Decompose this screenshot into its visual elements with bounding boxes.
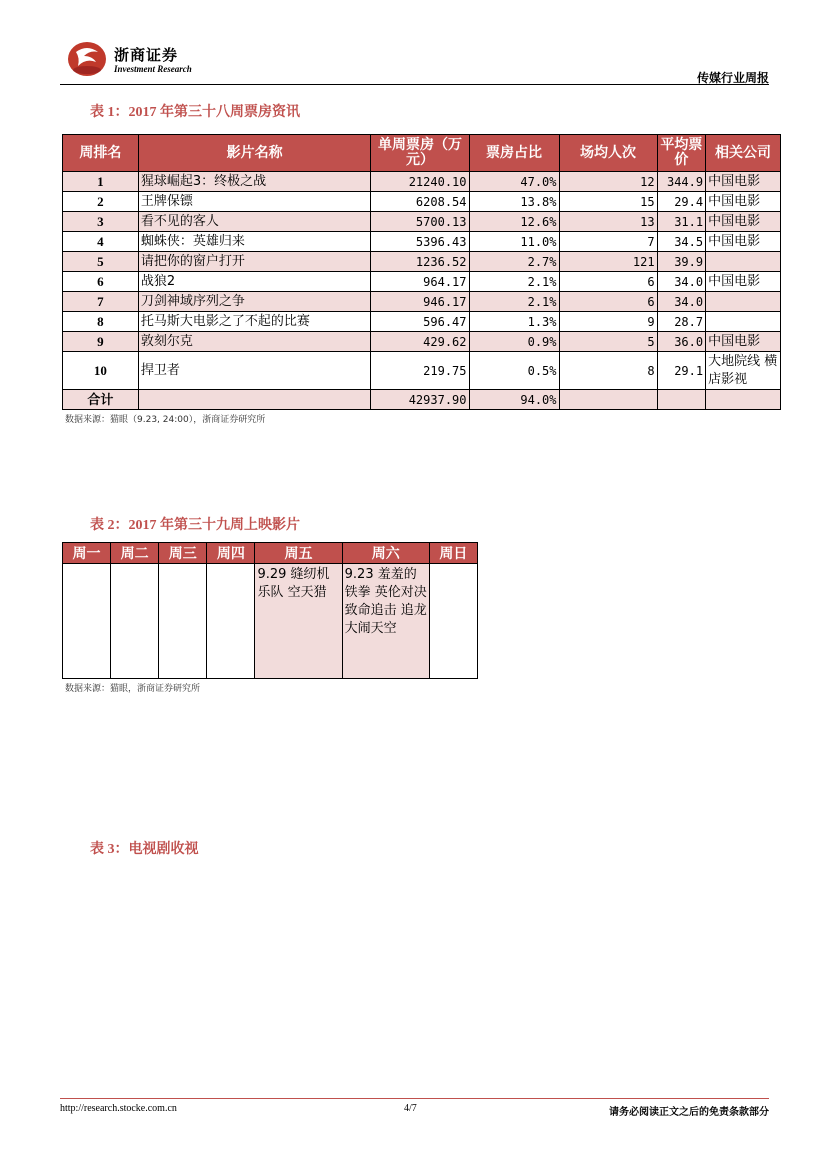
col-header-thu: 周四 — [207, 543, 255, 564]
cell-avg-price: 29.4 — [657, 192, 706, 212]
cell-avg-price: 31.1 — [657, 212, 706, 232]
cell-sat: 9.23 羞羞的铁拳 英伦对决 致命追击 追龙 大闹天空 — [342, 564, 429, 679]
cell-share: 2.7% — [469, 252, 559, 272]
cell-weekly-box: 946.17 — [371, 292, 469, 312]
col-header-company: 相关公司 — [706, 135, 781, 172]
cell-avg-people: 6 — [559, 272, 657, 292]
footer-rule — [60, 1098, 769, 1099]
cell-avg-people: 8 — [559, 352, 657, 390]
table2-source: 数据来源：猫眼，浙商证券研究所 — [65, 684, 201, 694]
cell-film: 蜘蛛侠：英雄归来 — [138, 232, 371, 252]
table-row — [63, 252, 781, 272]
cell-empty — [706, 390, 781, 410]
cell-film: 看不见的客人 — [138, 212, 371, 232]
cell-weekly-box: 219.75 — [371, 352, 469, 390]
col-header-wed: 周三 — [159, 543, 207, 564]
cell-share: 1.3% — [469, 312, 559, 332]
cell-avg-price: 34.0 — [657, 292, 706, 312]
table-row — [63, 272, 781, 292]
cell-share: 0.5% — [469, 352, 559, 390]
cell-film: 托马斯大电影之了不起的比赛 — [138, 312, 371, 332]
cell-avg-people: 12 — [559, 172, 657, 192]
cell-avg-people: 15 — [559, 192, 657, 212]
cell-film: 猩球崛起3：终极之战 — [138, 172, 371, 192]
col-header-sat: 周六 — [342, 543, 429, 564]
col-header-sun: 周日 — [429, 543, 477, 564]
table-row — [63, 352, 781, 390]
col-header-share: 票房占比 — [469, 135, 559, 172]
cell-film: 王牌保镖 — [138, 192, 371, 212]
table1-source: 数据来源：猫眼（9.23, 24:00），浙商证券研究所 — [65, 415, 266, 425]
cell-avg-price: 34.5 — [657, 232, 706, 252]
cell-empty — [138, 390, 371, 410]
cell-company — [706, 312, 781, 332]
cell-company — [706, 292, 781, 312]
brand-subtitle: Investment Research — [114, 64, 192, 74]
cell-avg-price: 34.0 — [657, 272, 706, 292]
cell-rank: 2 — [63, 192, 139, 212]
table2-title: 表 2：2017 年第三十九周上映影片 — [90, 518, 300, 533]
cell-rank: 4 — [63, 232, 139, 252]
cell-avg-people: 13 — [559, 212, 657, 232]
cell-rank: 3 — [63, 212, 139, 232]
table1-title: 表 1：2017 年第三十八周票房资讯 — [90, 105, 300, 120]
cell-share: 0.9% — [469, 332, 559, 352]
cell-avg-people: 6 — [559, 292, 657, 312]
table-row — [63, 232, 781, 252]
cell-thu — [207, 564, 255, 679]
table-row — [63, 312, 781, 332]
weekly-release-table — [62, 542, 478, 679]
cell-empty — [559, 390, 657, 410]
cell-rank: 10 — [63, 352, 139, 390]
cell-weekly-box: 21240.10 — [371, 172, 469, 192]
cell-company: 中国电影 — [706, 332, 781, 352]
cell-empty — [657, 390, 706, 410]
header-rule — [60, 84, 769, 85]
col-header-weekly-box: 单周票房（万元） — [371, 135, 469, 172]
cell-weekly-box: 429.62 — [371, 332, 469, 352]
cell-avg-price: 344.9 — [657, 172, 706, 192]
cell-sun — [429, 564, 477, 679]
cell-company: 中国电影 — [706, 172, 781, 192]
cell-mon — [63, 564, 111, 679]
cell-company: 中国电影 — [706, 212, 781, 232]
cell-share: 47.0% — [469, 172, 559, 192]
table3-title: 表 3：电视剧收视 — [90, 842, 199, 857]
col-header-mon: 周一 — [63, 543, 111, 564]
table-row — [63, 332, 781, 352]
brand-name: 浙商证券 — [114, 46, 179, 64]
cell-weekly-box: 5396.43 — [371, 232, 469, 252]
cell-wed — [159, 564, 207, 679]
cell-share: 11.0% — [469, 232, 559, 252]
cell-avg-price: 36.0 — [657, 332, 706, 352]
cell-fri: 9.29 缝纫机乐队 空天猎 — [255, 564, 342, 679]
footer-url[interactable]: http://research.stocke.com.cn — [60, 1103, 177, 1114]
cell-avg-price: 39.9 — [657, 252, 706, 272]
table-row — [63, 212, 781, 232]
table-row — [63, 172, 781, 192]
cell-company: 大地院线 横店影视 — [706, 352, 781, 390]
cell-avg-people: 121 — [559, 252, 657, 272]
col-header-rank: 周排名 — [63, 135, 139, 172]
cell-company — [706, 252, 781, 272]
cell-share: 12.6% — [469, 212, 559, 232]
cell-rank: 5 — [63, 252, 139, 272]
cell-avg-people: 9 — [559, 312, 657, 332]
cell-avg-price: 29.1 — [657, 352, 706, 390]
cell-rank: 6 — [63, 272, 139, 292]
col-header-tue: 周二 — [111, 543, 159, 564]
company-logo — [66, 40, 108, 78]
cell-company: 中国电影 — [706, 232, 781, 252]
table-row — [63, 192, 781, 212]
cell-company: 中国电影 — [706, 272, 781, 292]
cell-share: 2.1% — [469, 272, 559, 292]
cell-film: 刀剑神域序列之争 — [138, 292, 371, 312]
cell-total-share: 94.0% — [469, 390, 559, 410]
cell-film: 战狼2 — [138, 272, 371, 292]
cell-share: 2.1% — [469, 292, 559, 312]
cell-total-label: 合计 — [63, 390, 139, 410]
cell-rank: 9 — [63, 332, 139, 352]
cell-weekly-box: 1236.52 — [371, 252, 469, 272]
col-header-film: 影片名称 — [138, 135, 371, 172]
col-header-avg-people: 场均人次 — [559, 135, 657, 172]
cell-total-box: 42937.90 — [371, 390, 469, 410]
cell-rank: 7 — [63, 292, 139, 312]
cell-film: 敦刻尔克 — [138, 332, 371, 352]
cell-company: 中国电影 — [706, 192, 781, 212]
cell-weekly-box: 964.17 — [371, 272, 469, 292]
cell-share: 13.8% — [469, 192, 559, 212]
table-row — [63, 292, 781, 312]
cell-avg-people: 7 — [559, 232, 657, 252]
footer-disclaimer: 请务必阅读正文之后的免责条款部分 — [609, 1107, 769, 1118]
cell-weekly-box: 5700.13 — [371, 212, 469, 232]
table-row — [63, 564, 478, 679]
cell-tue — [111, 564, 159, 679]
table-header-row — [63, 543, 478, 564]
cell-avg-price: 28.7 — [657, 312, 706, 332]
table-header-row — [63, 135, 781, 172]
cell-avg-people: 5 — [559, 332, 657, 352]
cell-rank: 8 — [63, 312, 139, 332]
page-number: 4/7 — [404, 1103, 417, 1114]
cell-film: 请把你的窗户打开 — [138, 252, 371, 272]
report-type: 传媒行业周报 — [696, 71, 769, 85]
cell-weekly-box: 596.47 — [371, 312, 469, 332]
cell-film: 捍卫者 — [138, 352, 371, 390]
total-row — [63, 390, 781, 410]
box-office-table — [62, 134, 781, 410]
col-header-avg-price: 平均票价 — [657, 135, 706, 172]
cell-rank: 1 — [63, 172, 139, 192]
cell-weekly-box: 6208.54 — [371, 192, 469, 212]
col-header-fri: 周五 — [255, 543, 342, 564]
